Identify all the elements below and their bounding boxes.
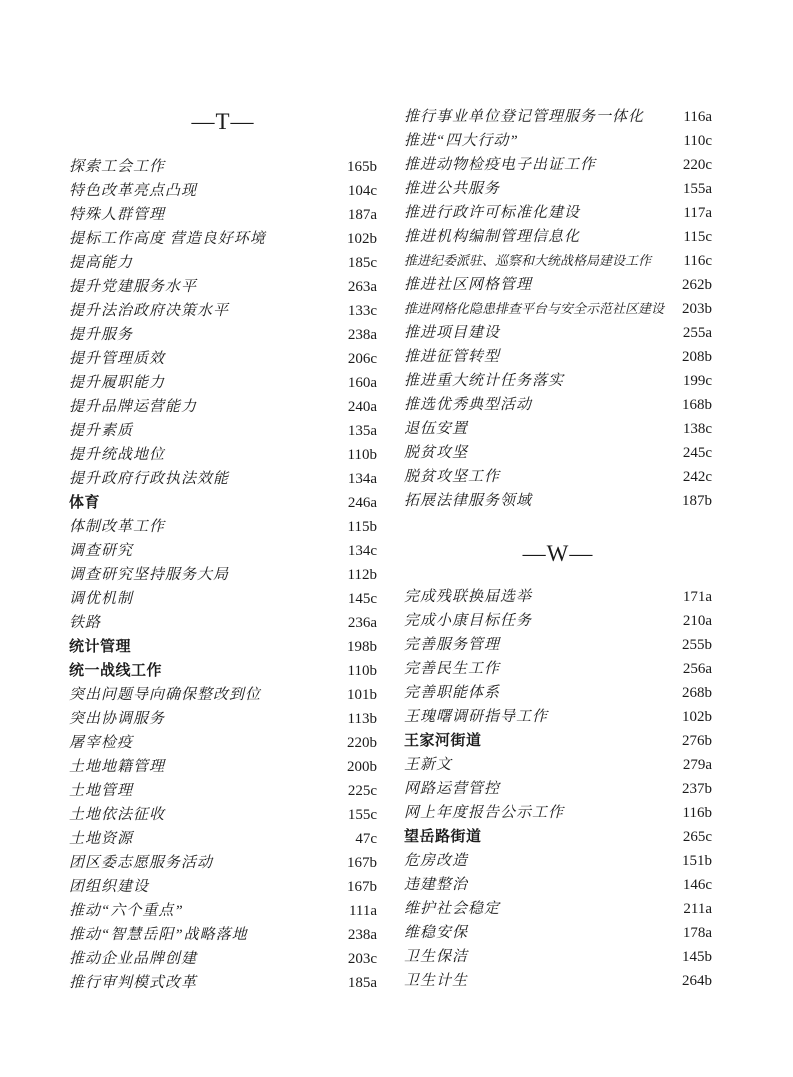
index-entry: [404, 825, 712, 849]
index-entry: [69, 707, 377, 731]
entry-title: 提升品牌运营能力: [69, 399, 198, 415]
entry-title: 推进征管转型: [404, 349, 501, 365]
entry-title: 卫生计生: [404, 973, 469, 989]
entry-title: 王新文: [404, 757, 453, 773]
entry-page-ref: 185c: [347, 255, 377, 271]
index-entry: [69, 923, 377, 947]
entry-page-ref: 116b: [682, 805, 712, 821]
entry-page-ref: 110b: [347, 447, 377, 463]
entry-title: 推动“六个重点”: [69, 903, 184, 919]
entry-title: 提升政府行政执法效能: [69, 471, 230, 487]
entry-title: 推动企业品牌创建: [69, 951, 198, 967]
entry-title: 统计管理: [69, 638, 132, 655]
entry-page-ref: 115b: [347, 519, 377, 535]
entry-title: 望岳路街道: [404, 828, 482, 845]
entry-title: 提升管理质效: [69, 351, 166, 367]
entry-title: 调查研究坚持服务大局: [69, 567, 230, 583]
entry-title: 提升党建服务水平: [69, 279, 198, 295]
entry-title: 突出协调服务: [69, 711, 166, 727]
entry-title: 突出问题导向确保整改到位: [69, 687, 262, 703]
entry-page-ref: 134a: [347, 471, 377, 487]
entry-page-ref: 160a: [347, 375, 377, 391]
index-entry: [404, 393, 712, 417]
index-entry: [404, 201, 712, 225]
entry-page-ref: 171a: [682, 589, 712, 605]
entry-title: 违建整治: [404, 877, 469, 893]
entry-page-ref: 145b: [682, 949, 712, 965]
index-entry: [69, 971, 377, 995]
index-column-left: [69, 105, 377, 995]
entry-page-ref: 220c: [682, 157, 712, 173]
entry-page-ref: 246a: [347, 495, 377, 511]
entry-page-ref: 47c: [355, 831, 377, 847]
index-entry: [69, 683, 377, 707]
entry-page-ref: 225c: [347, 783, 377, 799]
index-entry: [69, 563, 377, 587]
index-entry: [404, 897, 712, 921]
entry-page-ref: 115c: [683, 229, 712, 245]
entry-page-ref: 151b: [682, 853, 712, 869]
entry-page-ref: 112b: [347, 567, 377, 583]
entry-title: 提升统战地位: [69, 447, 166, 463]
entry-title: 推进项目建设: [404, 325, 501, 341]
index-entry: [69, 899, 377, 923]
index-entry: [404, 153, 712, 177]
entry-title: 特色改革亮点凸现: [69, 183, 198, 199]
entry-page-ref: 255a: [682, 325, 712, 341]
index-entry: [404, 657, 712, 681]
index-entry: [69, 611, 377, 635]
entry-page-ref: 242c: [682, 469, 712, 485]
entry-title: 特殊人群管理: [69, 207, 166, 223]
entry-title: 探索工会工作: [69, 159, 166, 175]
entry-page-ref: 102b: [347, 231, 377, 247]
index-entry: [404, 873, 712, 897]
entry-page-ref: 279a: [682, 757, 712, 773]
entry-title: 王瑰曙调研指导工作: [404, 709, 549, 725]
entry-title: 卫生保洁: [404, 949, 469, 965]
index-entry: [404, 417, 712, 441]
entry-page-ref: 145c: [347, 591, 377, 607]
index-entry: [404, 465, 712, 489]
entry-page-ref: 237b: [682, 781, 712, 797]
entry-page-ref: 135a: [347, 423, 377, 439]
entry-title: 完善民生工作: [404, 661, 501, 677]
entry-title: 网上年度报告公示工作: [404, 805, 565, 821]
index-column-right: [404, 105, 712, 993]
index-entry: [69, 875, 377, 899]
index-entry: [404, 633, 712, 657]
index-entry: [69, 779, 377, 803]
entry-page-ref: 265c: [682, 829, 712, 845]
entry-title: 完成残联换届选举: [404, 589, 533, 605]
entry-page-ref: 146c: [682, 877, 712, 893]
entry-page-ref: 116c: [683, 253, 712, 269]
entry-page-ref: 220b: [347, 735, 377, 751]
entry-page-ref: 117a: [683, 205, 712, 221]
entry-title: 团区委志愿服务活动: [69, 855, 214, 871]
index-entry: [69, 155, 377, 179]
entry-title: 屠宰检疫: [69, 735, 134, 751]
entry-page-ref: 206c: [347, 351, 377, 367]
entry-title: 推动“智慧岳阳”战略落地: [69, 927, 248, 943]
entry-page-ref: 199c: [682, 373, 712, 389]
index-entry: [69, 419, 377, 443]
index-entry: [69, 635, 377, 659]
entry-title: 推进网格化隐患排查平台与安全示范社区建设: [404, 301, 665, 316]
entry-page-ref: 238a: [347, 327, 377, 343]
section-header: —W—: [522, 541, 594, 566]
section-header: —T—: [191, 109, 255, 134]
entry-title: 完善职能体系: [404, 685, 501, 701]
index-entry: [69, 731, 377, 755]
entry-page-ref: 155c: [347, 807, 377, 823]
entry-page-ref: 211a: [683, 901, 712, 917]
index-entry: [404, 441, 712, 465]
entry-title: 脱贫攻坚: [404, 445, 469, 461]
index-entry: [404, 921, 712, 945]
entry-page-ref: 187a: [347, 207, 377, 223]
entry-title: 提升法治政府决策水平: [69, 303, 230, 319]
entry-title: 推进公共服务: [404, 181, 501, 197]
entry-title: 调查研究: [69, 543, 134, 559]
index-entry: [69, 467, 377, 491]
entry-page-ref: 203c: [347, 951, 377, 967]
entry-title: 脱贫攻坚工作: [404, 469, 501, 485]
entry-title: 推进纪委派驻、巡察和大统战格局建设工作: [404, 253, 652, 268]
entry-title: 提升素质: [69, 423, 134, 439]
entry-page-ref: 276b: [682, 733, 712, 749]
index-entry: [69, 347, 377, 371]
index-entry: [404, 729, 712, 753]
index-entry: [404, 321, 712, 345]
entry-page-ref: 134c: [347, 543, 377, 559]
entry-page-ref: 111a: [348, 903, 377, 919]
index-entry: [69, 203, 377, 227]
entry-title: 推选优秀典型活动: [404, 397, 533, 413]
entry-title: 提升服务: [69, 327, 134, 343]
entry-page-ref: 116a: [683, 109, 712, 125]
entry-title: 体育: [69, 494, 101, 511]
index-entry: [69, 371, 377, 395]
entry-page-ref: 178a: [682, 925, 712, 941]
index-entry: [69, 515, 377, 539]
index-entry: [404, 489, 712, 513]
index-entry: [404, 129, 712, 153]
index-entry: [404, 273, 712, 297]
index-entry: [69, 275, 377, 299]
entry-page-ref: 198b: [347, 639, 377, 655]
index-entry: [404, 297, 712, 321]
entry-title: 推行事业单位登记管理服务一体化: [404, 109, 645, 125]
entry-page-ref: 165b: [347, 159, 377, 175]
entry-title: 统一战线工作: [69, 662, 163, 679]
entry-page-ref: 101b: [347, 687, 377, 703]
entry-page-ref: 256a: [682, 661, 712, 677]
index-entry: [404, 105, 712, 129]
index-entry: [404, 945, 712, 969]
entry-page-ref: 208b: [682, 349, 712, 365]
index-entry: [404, 177, 712, 201]
entry-title: 团组织建设: [69, 879, 150, 895]
entry-page-ref: 255b: [682, 637, 712, 653]
entry-page-ref: 263a: [347, 279, 377, 295]
index-entry: [404, 681, 712, 705]
entry-title: 拓展法律服务领域: [404, 493, 533, 509]
index-entry: [404, 249, 712, 273]
index-entry: [69, 587, 377, 611]
entry-title: 维护社会稳定: [404, 901, 501, 917]
index-entry: [69, 539, 377, 563]
entry-title: 提标工作高度 营造良好环境: [69, 231, 266, 247]
entry-title: 推进行政许可标准化建设: [404, 205, 581, 221]
index-entry: [69, 755, 377, 779]
index-entry: [69, 323, 377, 347]
entry-page-ref: 185a: [347, 975, 377, 991]
entry-page-ref: 262b: [682, 277, 712, 293]
index-entry: [404, 705, 712, 729]
entry-page-ref: 187b: [682, 493, 712, 509]
entry-page-ref: 168b: [682, 397, 712, 413]
entry-title: 土地管理: [69, 783, 134, 799]
entry-title: 完成小康目标任务: [404, 613, 533, 629]
entry-title: 铁路: [69, 615, 102, 631]
entry-title: 提高能力: [69, 255, 134, 271]
entry-page-ref: 104c: [347, 183, 377, 199]
entry-page-ref: 240a: [347, 399, 377, 415]
index-entry: [404, 801, 712, 825]
index-entry: [404, 609, 712, 633]
entry-page-ref: 264b: [682, 973, 712, 989]
index-entry: [69, 395, 377, 419]
entry-page-ref: 167b: [347, 879, 377, 895]
entry-page-ref: 110c: [683, 133, 712, 149]
entry-title: 退伍安置: [404, 421, 469, 437]
index-entry: [404, 849, 712, 873]
index-entry: [69, 851, 377, 875]
index-entry: [404, 585, 712, 609]
entry-page-ref: 110b: [347, 663, 377, 679]
index-entry: [69, 443, 377, 467]
index-entry: [69, 299, 377, 323]
entry-page-ref: 245c: [682, 445, 712, 461]
entry-title: 推进重大统计任务落实: [404, 373, 565, 389]
index-entry: [69, 659, 377, 683]
entry-title: 提升履职能力: [69, 375, 166, 391]
entry-page-ref: 238a: [347, 927, 377, 943]
entry-title: 推进“四大行动”: [404, 133, 519, 149]
entry-page-ref: 203b: [682, 301, 712, 317]
entry-page-ref: 167b: [347, 855, 377, 871]
index-entry: [69, 491, 377, 515]
entry-page-ref: 200b: [347, 759, 377, 775]
entry-page-ref: 113b: [347, 711, 377, 727]
entry-title: 推行审判模式改革: [69, 975, 198, 991]
entry-title: 土地地籍管理: [69, 759, 166, 775]
entry-title: 调优机制: [69, 591, 134, 607]
index-entry: [69, 947, 377, 971]
index-entry: [404, 225, 712, 249]
index-entry: [404, 753, 712, 777]
entry-title: 推进动物检疫电子出证工作: [404, 157, 597, 173]
entry-title: 推进社区网格管理: [404, 277, 533, 293]
index-entry: [69, 179, 377, 203]
index-entry: [404, 369, 712, 393]
index-entry: [404, 345, 712, 369]
entry-page-ref: 138c: [682, 421, 712, 437]
index-entry: [404, 969, 712, 993]
entry-title: 土地资源: [69, 831, 134, 847]
entry-page-ref: 210a: [682, 613, 712, 629]
entry-title: 完善服务管理: [404, 637, 501, 653]
entry-page-ref: 236a: [347, 615, 377, 631]
entry-page-ref: 133c: [347, 303, 377, 319]
index-entry: [69, 227, 377, 251]
entry-page-ref: 102b: [682, 709, 712, 725]
index-entry: [404, 777, 712, 801]
entry-title: 推进机构编制管理信息化: [404, 229, 581, 245]
entry-title: 网路运营管控: [404, 781, 501, 797]
entry-title: 土地依法征收: [69, 807, 166, 823]
entry-title: 危房改造: [404, 853, 469, 869]
index-entry: [69, 803, 377, 827]
entry-title: 体制改革工作: [69, 519, 166, 535]
entry-title: 维稳安保: [404, 925, 469, 941]
index-entry: [69, 827, 377, 851]
entry-title: 王家河街道: [404, 732, 482, 749]
entry-page-ref: 268b: [682, 685, 712, 701]
index-entry: [69, 251, 377, 275]
entry-page-ref: 155a: [682, 181, 712, 197]
